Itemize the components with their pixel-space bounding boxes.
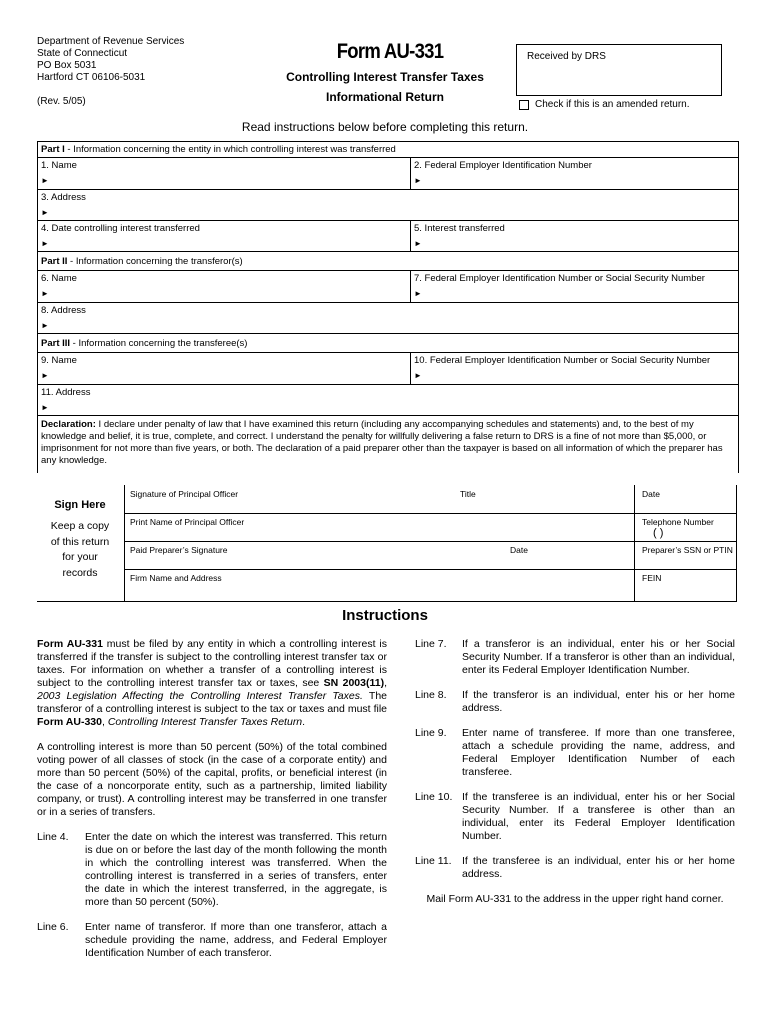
- keep-copy-line: for your: [62, 551, 98, 563]
- instruction-line-8: Line 8. If the transferor is an individual, enter his or her home address.: [415, 689, 735, 714]
- field-1-label: 1. Name: [41, 160, 77, 171]
- field-6-label: 6. Name: [41, 273, 77, 284]
- agency-line: Department of Revenue Services: [37, 36, 185, 47]
- instruction-line-4: Line 4. Enter the date on which the interest was transferred. This return is due on or before the last day of the month following the month in which the controlling interest was transferred. When the controlling interest is transferred in a series of transfers, enter the date in which the interest transferred, in the aggregate, is more than 50 percent (50%).: [37, 831, 387, 908]
- part-1-title: Part I: [41, 144, 65, 155]
- field-2-label: 2. Federal Employer Identification Number: [414, 160, 592, 171]
- part-3-header: [38, 334, 738, 353]
- field-9-transferee-name[interactable]: [38, 353, 411, 384]
- amended-return-option[interactable]: [519, 99, 690, 110]
- field-10-label: 10. Federal Employer Identification Number or Social Security Number: [414, 355, 711, 366]
- amended-checkbox[interactable]: [519, 100, 529, 110]
- agency-line: State of Connecticut: [37, 48, 128, 59]
- field-4-date-transferred[interactable]: [38, 221, 411, 251]
- field-5-label: 5. Interest transferred: [414, 223, 505, 234]
- instructions-paragraph-2: A controlling interest is more than 50 percent (50%) of the total combined voting power of all classes of stock (in the case of a corporate entity) and more than 50 percent (50%) of the capital, profits, or beneficial interest (in the case of a noncorporate entity, such as a partnership, limited liability company, or trust). A controlling interest may be transferred in one transfer or in a series of transfers.: [37, 741, 387, 818]
- preparer-ssn-field[interactable]: Preparer’s SSN or PTIN: [642, 545, 733, 555]
- signature-block: [37, 485, 737, 602]
- field-10-transferee-id[interactable]: [411, 353, 738, 384]
- field-3-address[interactable]: [38, 190, 738, 220]
- amended-label: Check if this is an amended return.: [535, 99, 690, 110]
- keep-copy-line: of this return: [50, 535, 110, 548]
- part-3-title: Part III: [41, 338, 71, 349]
- title-field[interactable]: Title: [460, 489, 476, 499]
- keep-copy-line: records: [62, 566, 98, 579]
- instruction-line-10: Line 10. If the transferee is an individual, enter his or her Social Security Number. If a transferee is other than an individual, enter its Federal Employer Identification Number.: [415, 791, 735, 842]
- telephone-parens: ( ): [653, 527, 664, 539]
- instructions-title: Instructions: [342, 607, 428, 624]
- agency-line: Hartford CT 06106-5031: [37, 72, 146, 83]
- fein-field[interactable]: FEIN: [642, 573, 662, 583]
- sign-here-panel: [37, 485, 123, 601]
- arrow-icon: ►: [41, 289, 49, 298]
- arrow-icon: ►: [414, 371, 422, 380]
- field-7-label: 7. Federal Employer Identification Number or Social Security Number: [414, 273, 705, 284]
- date-field[interactable]: Date: [642, 489, 660, 499]
- arrow-icon: ►: [41, 321, 49, 330]
- instruction-line-9: Line 9. Enter name of transferee. If more than one transferee, attach a schedule providing the name, address, and Federal Employer Identification Number of each transferee.: [415, 727, 735, 778]
- instruction-line-11: Line 11. If the transferee is an individual, enter his or her home address.: [415, 855, 735, 880]
- field-5-interest-transferred[interactable]: [411, 221, 738, 251]
- instruction-line-6: Line 6. Enter name of transferor. If more than one transferor, attach a schedule providing the name, address, and Federal Employer Identification Number of each transferor.: [37, 921, 387, 959]
- field-2-fein[interactable]: [411, 158, 738, 189]
- part-3-description: - Information concerning the transferee(s): [70, 338, 248, 349]
- form-subtitle-2: Informational Return: [325, 90, 444, 104]
- form-title: Form AU-331: [336, 40, 444, 63]
- field-7-transferor-id[interactable]: [411, 271, 738, 302]
- officer-signature-field[interactable]: Signature of Principal Officer: [130, 489, 239, 499]
- agency-line: PO Box 5031: [37, 60, 97, 71]
- telephone-field[interactable]: Telephone Number: [642, 517, 714, 527]
- arrow-icon: ►: [414, 176, 422, 185]
- received-by-drs-box: [516, 44, 722, 96]
- arrow-icon: ►: [414, 239, 422, 248]
- sign-here-label: Sign Here: [54, 499, 106, 511]
- arrow-icon: ►: [41, 208, 49, 217]
- field-4-label: 4. Date controlling interest transferred: [41, 223, 200, 234]
- return-form: [37, 141, 739, 473]
- field-11-label: 11. Address: [41, 387, 91, 398]
- preparer-date-field[interactable]: Date: [510, 545, 528, 555]
- arrow-icon: ►: [41, 239, 49, 248]
- arrow-icon: ►: [414, 289, 422, 298]
- declaration-text: I declare under penalty of law that I have examined this return (including any accompanying schedules and statements) and, to the best of my knowledge and belief, it is true, complete, and correct. I understand the penalty for willfully delivering a false return to DRS is a fine of not more than $5,000, or imprisonment for not more than five years, or both. The declaration of a paid preparer other than the taxpayer is based on all information of which the preparer has any knowledge.: [41, 419, 723, 466]
- signature-grid: [124, 485, 737, 601]
- instructions-right-column: [415, 638, 735, 918]
- field-9-label: 9. Name: [41, 355, 77, 366]
- arrow-icon: ►: [41, 403, 49, 412]
- print-name-field[interactable]: Print Name of Principal Officer: [130, 517, 245, 527]
- arrow-icon: ►: [41, 371, 49, 380]
- declaration: [38, 416, 738, 473]
- read-instructions-note: Read instructions below before completing this return.: [241, 120, 529, 134]
- part-1-description: - Information concerning the entity in which controlling interest was transferred: [64, 144, 396, 155]
- received-by-drs-label: Received by DRS: [527, 51, 606, 62]
- firm-row: [125, 569, 736, 601]
- field-8-label: 8. Address: [41, 305, 86, 316]
- field-11-transferee-address[interactable]: [38, 385, 738, 415]
- revision-date: (Rev. 5/05): [37, 96, 86, 107]
- instructions-paragraph-1: Form AU-331 must be filed by any entity in which a controlling interest is transferred if the transfer is subject to the controlling interest transfer tax or taxes. For information on whether a transfer of a controlling interest is subject to the controlling interest transfer tax or taxes, see SN 2003(11), 2003 Legislation Affecting the Controlling Interest Transfer Taxes. The transferor of a controlling interest is subject to the tax or taxes and must file Form AU-330, Controlling Interest Transfer Taxes Return.: [37, 638, 387, 728]
- officer-signature-row: [125, 485, 736, 514]
- part-1-header: [38, 142, 738, 158]
- declaration-title: Declaration:: [41, 419, 96, 430]
- part-2-description: - Information concerning the transferor(s): [67, 256, 243, 267]
- part-2-header: [38, 252, 738, 271]
- preparer-signature-field[interactable]: Paid Preparer’s Signature: [130, 545, 228, 555]
- part-2-title: Part II: [41, 256, 68, 267]
- agency-address: [37, 36, 184, 84]
- mail-instruction: Mail Form AU-331 to the address in the upper right hand corner.: [426, 893, 724, 905]
- firm-name-field[interactable]: Firm Name and Address: [130, 573, 222, 583]
- instructions-left-column: [37, 638, 387, 972]
- form-subtitle: Controlling Interest Transfer Taxes: [286, 70, 484, 84]
- field-1-name[interactable]: [38, 158, 411, 189]
- print-name-row: [125, 513, 736, 542]
- keep-copy-line: Keep a copy: [50, 520, 110, 532]
- preparer-row: [125, 541, 736, 570]
- field-6-transferor-name[interactable]: [38, 271, 411, 302]
- field-3-label: 3. Address: [41, 192, 86, 203]
- arrow-icon: ►: [41, 176, 49, 185]
- field-8-transferor-address[interactable]: [38, 303, 738, 333]
- instruction-line-7: Line 7. If a transferor is an individual, enter his or her Social Security Number. If a transferor is other than an individual, enter its Federal Employer Identification Number.: [415, 638, 735, 676]
